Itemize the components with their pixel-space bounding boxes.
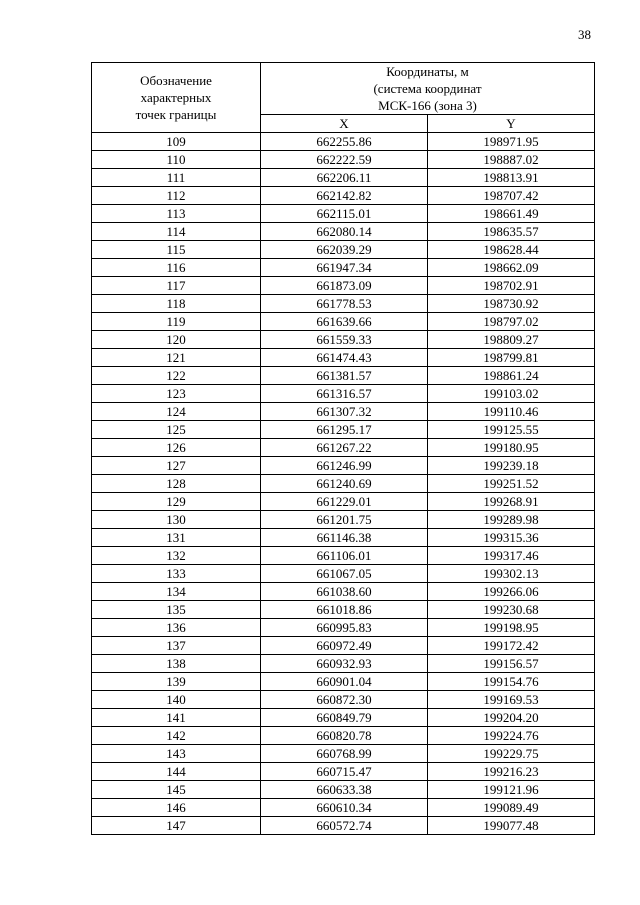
table-row: [92, 547, 595, 565]
point-id-cell: 110: [92, 151, 261, 169]
table-row: [92, 763, 595, 781]
x-coordinate-cell: 662080.14: [261, 223, 428, 241]
x-coordinate-cell: 661067.05: [261, 565, 428, 583]
y-coordinate-cell: 198813.91: [428, 169, 595, 187]
point-id-cell: 120: [92, 331, 261, 349]
x-coordinate-cell: 661240.69: [261, 475, 428, 493]
table-row: [92, 745, 595, 763]
x-coordinate-cell: 661559.33: [261, 331, 428, 349]
point-id-cell: 132: [92, 547, 261, 565]
point-id-cell: 130: [92, 511, 261, 529]
y-coordinate-cell: 198635.57: [428, 223, 595, 241]
table-row: [92, 421, 595, 439]
y-coordinate-cell: 199268.91: [428, 493, 595, 511]
point-id-cell: 115: [92, 241, 261, 259]
point-id-cell: 147: [92, 817, 261, 835]
point-id-cell: 135: [92, 601, 261, 619]
table-row: [92, 439, 595, 457]
point-id-cell: 133: [92, 565, 261, 583]
x-coordinate-cell: 660849.79: [261, 709, 428, 727]
y-coordinate-cell: 199230.68: [428, 601, 595, 619]
point-id-cell: 137: [92, 637, 261, 655]
point-id-cell: 145: [92, 781, 261, 799]
x-coordinate-cell: 661018.86: [261, 601, 428, 619]
y-coordinate-cell: 199154.76: [428, 673, 595, 691]
y-coordinate-cell: 198702.91: [428, 277, 595, 295]
y-coordinate-cell: 199216.23: [428, 763, 595, 781]
point-header-line: точек границы: [135, 107, 217, 122]
x-coordinate-cell: 662255.86: [261, 133, 428, 151]
point-designation-header: [92, 63, 261, 133]
y-coordinate-cell: 199103.02: [428, 385, 595, 403]
x-coordinate-cell: 660901.04: [261, 673, 428, 691]
table-row: [92, 565, 595, 583]
y-coordinate-cell: 198799.81: [428, 349, 595, 367]
x-coordinate-cell: 660872.30: [261, 691, 428, 709]
point-id-cell: 116: [92, 259, 261, 277]
x-coordinate-cell: 661246.99: [261, 457, 428, 475]
point-id-cell: 113: [92, 205, 261, 223]
table-row: [92, 673, 595, 691]
x-coordinate-cell: 661316.57: [261, 385, 428, 403]
x-coordinate-cell: 661307.32: [261, 403, 428, 421]
coordinates-table: [91, 62, 595, 835]
y-coordinate-cell: 199204.20: [428, 709, 595, 727]
x-coordinate-cell: 661639.66: [261, 313, 428, 331]
x-coordinate-cell: 660572.74: [261, 817, 428, 835]
x-coordinate-cell: 661778.53: [261, 295, 428, 313]
x-coordinate-cell: 660633.38: [261, 781, 428, 799]
x-coordinate-cell: 661873.09: [261, 277, 428, 295]
point-id-cell: 112: [92, 187, 261, 205]
table-row: [92, 133, 595, 151]
x-coordinate-cell: 660972.49: [261, 637, 428, 655]
table-row: [92, 781, 595, 799]
y-coordinate-cell: 198730.92: [428, 295, 595, 313]
table-row: [92, 493, 595, 511]
point-id-cell: 140: [92, 691, 261, 709]
coords-header-line: (система координат: [373, 81, 482, 96]
y-coordinate-cell: 199121.96: [428, 781, 595, 799]
point-id-cell: 143: [92, 745, 261, 763]
y-coordinate-cell: 199224.76: [428, 727, 595, 745]
x-coordinate-cell: 660768.99: [261, 745, 428, 763]
point-id-cell: 124: [92, 403, 261, 421]
table-row: [92, 799, 595, 817]
y-coordinate-cell: 198628.44: [428, 241, 595, 259]
point-id-cell: 136: [92, 619, 261, 637]
point-id-cell: 138: [92, 655, 261, 673]
y-coordinate-cell: 199089.49: [428, 799, 595, 817]
point-id-cell: 134: [92, 583, 261, 601]
y-coordinate-cell: 199239.18: [428, 457, 595, 475]
x-coordinate-cell: 660932.93: [261, 655, 428, 673]
y-coordinate-cell: 198861.24: [428, 367, 595, 385]
y-coordinate-cell: 198707.42: [428, 187, 595, 205]
y-coordinate-cell: 199302.13: [428, 565, 595, 583]
table-row: [92, 619, 595, 637]
x-coordinate-cell: 661295.17: [261, 421, 428, 439]
point-header-line: характерных: [140, 90, 212, 105]
table-row: [92, 817, 595, 835]
point-id-cell: 123: [92, 385, 261, 403]
point-id-cell: 109: [92, 133, 261, 151]
table-row: [92, 403, 595, 421]
y-coordinate-cell: 199251.52: [428, 475, 595, 493]
y-coordinate-cell: 199266.06: [428, 583, 595, 601]
table-row: [92, 313, 595, 331]
point-id-cell: 121: [92, 349, 261, 367]
y-coordinate-cell: 198797.02: [428, 313, 595, 331]
table-row: [92, 511, 595, 529]
y-coordinate-cell: 198887.02: [428, 151, 595, 169]
x-coordinate-cell: 660820.78: [261, 727, 428, 745]
y-coordinate-cell: 199110.46: [428, 403, 595, 421]
table-row: [92, 637, 595, 655]
table-row: [92, 601, 595, 619]
x-coordinate-cell: 662206.11: [261, 169, 428, 187]
x-coordinate-cell: 662222.59: [261, 151, 428, 169]
table-header: [92, 63, 595, 133]
point-id-cell: 125: [92, 421, 261, 439]
y-column-header: Y: [428, 115, 595, 133]
table-row: [92, 385, 595, 403]
point-id-cell: 111: [92, 169, 261, 187]
table-row: [92, 475, 595, 493]
y-coordinate-cell: 199125.55: [428, 421, 595, 439]
table-row: [92, 151, 595, 169]
table-row: [92, 691, 595, 709]
x-coordinate-cell: 661229.01: [261, 493, 428, 511]
y-coordinate-cell: 199172.42: [428, 637, 595, 655]
y-coordinate-cell: 198971.95: [428, 133, 595, 151]
table-row: [92, 583, 595, 601]
table-row: [92, 457, 595, 475]
coords-header-line: МСК-166 (зона 3): [378, 98, 477, 113]
y-coordinate-cell: 199198.95: [428, 619, 595, 637]
header-row-top: [92, 63, 595, 115]
table-row: [92, 727, 595, 745]
page-number: 38: [578, 27, 591, 42]
x-coordinate-cell: 661381.57: [261, 367, 428, 385]
y-coordinate-cell: 198662.09: [428, 259, 595, 277]
x-coordinate-cell: 662039.29: [261, 241, 428, 259]
x-coordinate-cell: 662142.82: [261, 187, 428, 205]
x-coordinate-cell: 661267.22: [261, 439, 428, 457]
x-coordinate-cell: 662115.01: [261, 205, 428, 223]
point-id-cell: 114: [92, 223, 261, 241]
y-coordinate-cell: 198809.27: [428, 331, 595, 349]
point-id-cell: 142: [92, 727, 261, 745]
y-coordinate-cell: 199229.75: [428, 745, 595, 763]
x-coordinate-cell: 661146.38: [261, 529, 428, 547]
point-id-cell: 128: [92, 475, 261, 493]
point-id-cell: 126: [92, 439, 261, 457]
table-row: [92, 169, 595, 187]
table-row: [92, 529, 595, 547]
x-coordinate-cell: 660610.34: [261, 799, 428, 817]
point-id-cell: 122: [92, 367, 261, 385]
y-coordinate-cell: 198661.49: [428, 205, 595, 223]
table-row: [92, 655, 595, 673]
table-row: [92, 295, 595, 313]
x-column-header: X: [261, 115, 428, 133]
point-id-cell: 117: [92, 277, 261, 295]
point-id-cell: 131: [92, 529, 261, 547]
x-coordinate-cell: 660715.47: [261, 763, 428, 781]
point-id-cell: 139: [92, 673, 261, 691]
x-coordinate-cell: 661947.34: [261, 259, 428, 277]
y-coordinate-cell: 199315.36: [428, 529, 595, 547]
x-coordinate-cell: 661106.01: [261, 547, 428, 565]
table-body: [92, 133, 595, 835]
coordinates-group-header: [261, 63, 595, 115]
y-coordinate-cell: 199180.95: [428, 439, 595, 457]
table-row: [92, 367, 595, 385]
point-id-cell: 129: [92, 493, 261, 511]
point-id-cell: 141: [92, 709, 261, 727]
coords-header-line: Координаты, м: [386, 64, 469, 79]
y-coordinate-cell: 199156.57: [428, 655, 595, 673]
table-row: [92, 223, 595, 241]
y-coordinate-cell: 199077.48: [428, 817, 595, 835]
table-row: [92, 277, 595, 295]
table-row: [92, 709, 595, 727]
y-coordinate-cell: 199169.53: [428, 691, 595, 709]
y-coordinate-cell: 199317.46: [428, 547, 595, 565]
table-row: [92, 187, 595, 205]
point-header-line: Обозначение: [140, 73, 212, 88]
point-id-cell: 144: [92, 763, 261, 781]
x-coordinate-cell: 661201.75: [261, 511, 428, 529]
table-row: [92, 205, 595, 223]
table-row: [92, 241, 595, 259]
x-coordinate-cell: 660995.83: [261, 619, 428, 637]
table-row: [92, 331, 595, 349]
point-id-cell: 127: [92, 457, 261, 475]
point-id-cell: 146: [92, 799, 261, 817]
x-coordinate-cell: 661474.43: [261, 349, 428, 367]
x-coordinate-cell: 661038.60: [261, 583, 428, 601]
y-coordinate-cell: 199289.98: [428, 511, 595, 529]
point-id-cell: 119: [92, 313, 261, 331]
point-id-cell: 118: [92, 295, 261, 313]
table-row: [92, 259, 595, 277]
table-row: [92, 349, 595, 367]
